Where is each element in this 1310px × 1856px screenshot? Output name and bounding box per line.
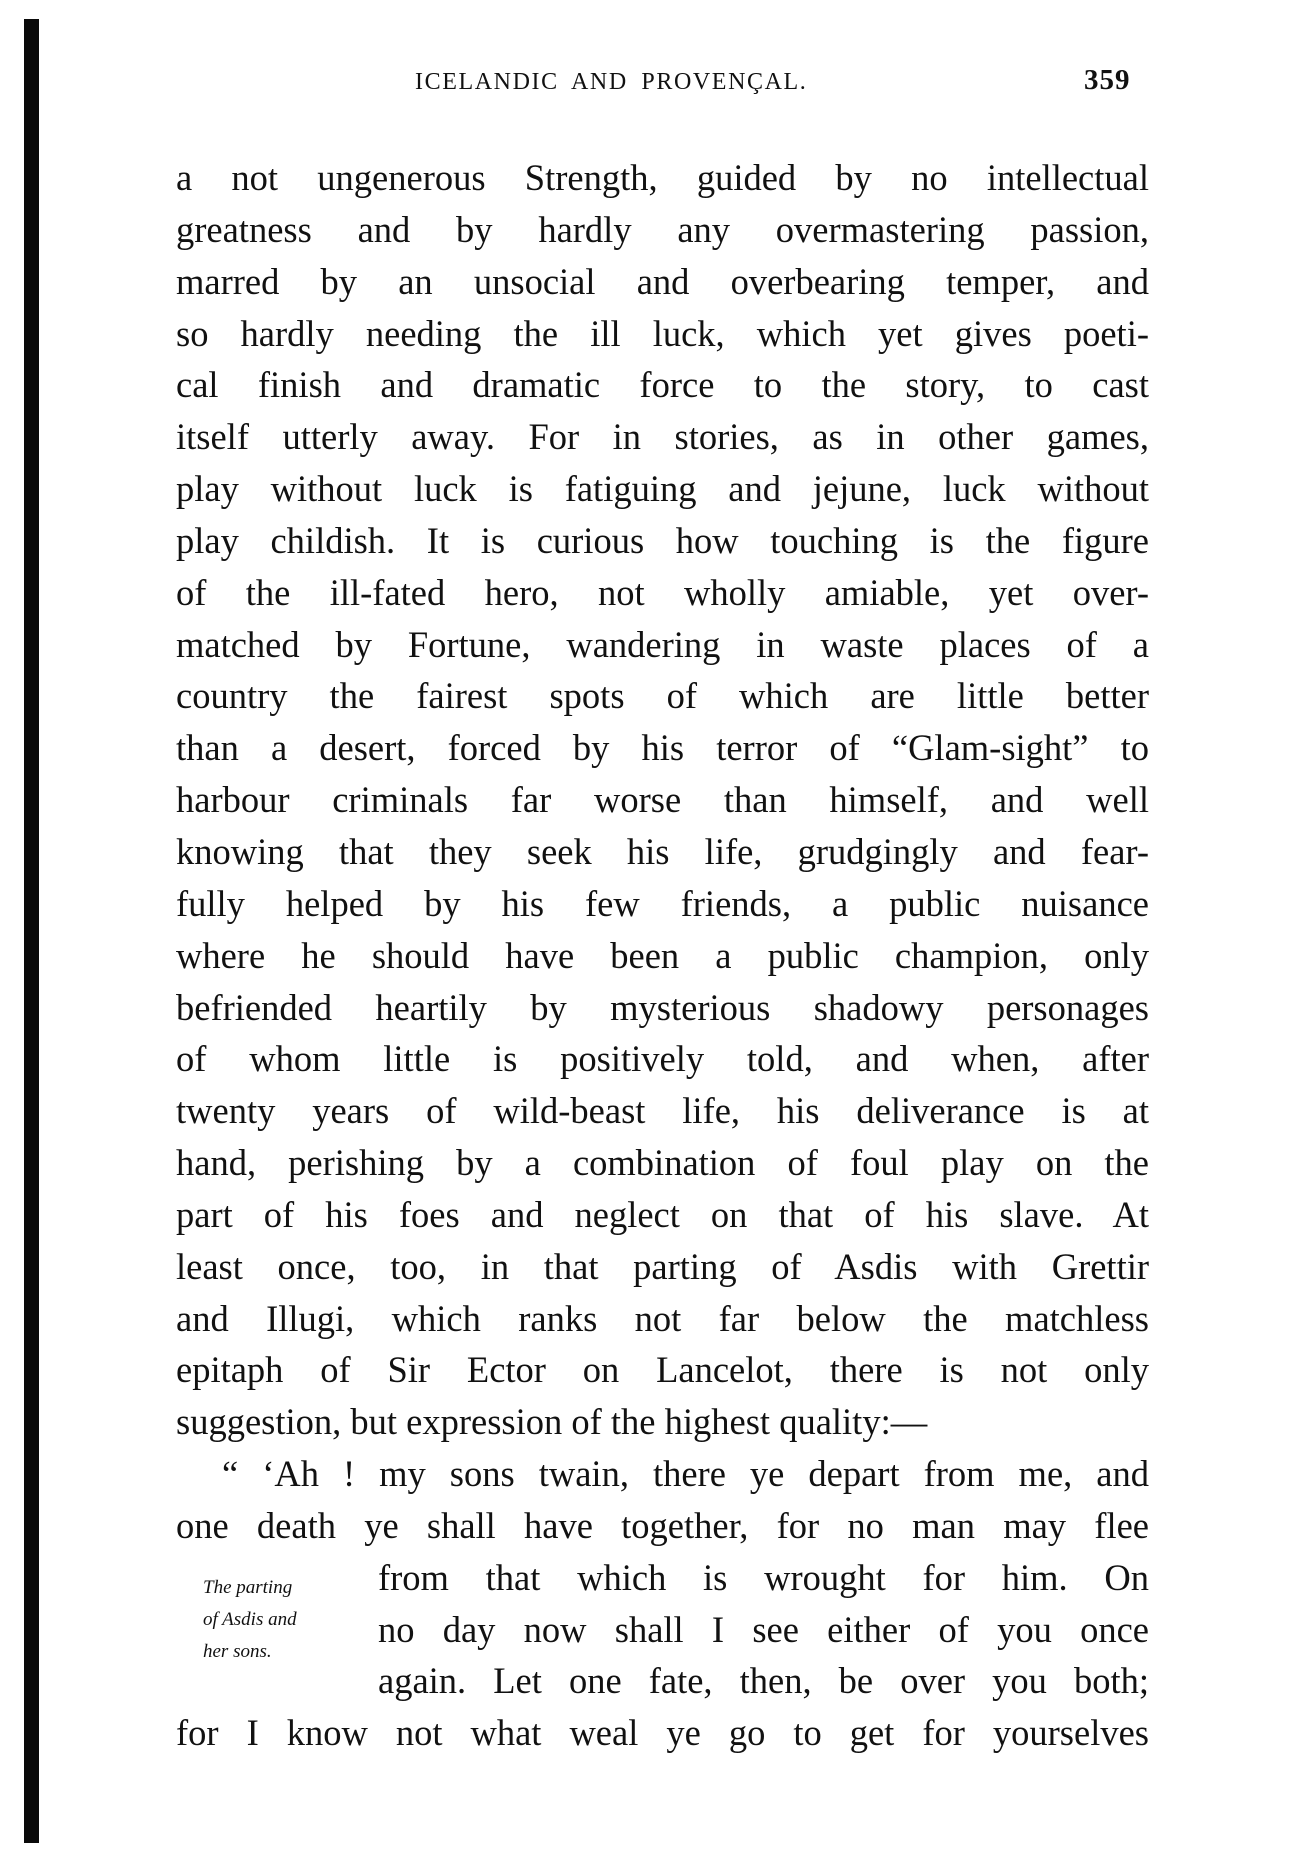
text-line: twenty years of wild-beast life, his deliverance is at: [176, 1090, 1149, 1132]
margin-note: [203, 1572, 353, 1668]
text-line: matched by Fortune, wandering in waste places of a: [176, 623, 1149, 665]
text-line: marred by an unsocial and overbearing temper, and: [176, 260, 1149, 302]
text-line: suggestion, but expression of the highest quality:—: [176, 1401, 928, 1443]
text-line: itself utterly away. For in stories, as in other games,: [176, 416, 1149, 458]
running-head: ICELANDIC AND PROVENÇAL.: [415, 69, 808, 95]
text-line: least once, too, in that parting of Asdis with Grettir: [176, 1245, 1149, 1287]
text-line: and Illugi, which ranks not far below the matchless: [176, 1297, 1149, 1339]
text-line: of the ill-fated hero, not wholly amiable, yet over-: [176, 571, 1149, 613]
text-line: country the fairest spots of which are little better: [176, 675, 1149, 717]
text-line: epitaph of Sir Ector on Lancelot, there is not only: [176, 1349, 1149, 1391]
text-line: of whom little is positively told, and when, after: [176, 1038, 1149, 1080]
text-line: so hardly needing the ill luck, which yet gives poeti-: [176, 312, 1149, 354]
text-line: a not ungenerous Strength, guided by no intellectual: [176, 157, 1149, 198]
page-number: 359: [1084, 64, 1131, 96]
quote-line: for I know not what weal ye go to get for yourselves: [176, 1712, 1149, 1754]
margin-note-line: The parting: [203, 1577, 293, 1598]
text-line: part of his foes and neglect on that of his slave. At: [176, 1193, 1149, 1235]
quote-line: again. Let one fate, then, be over you both;: [378, 1660, 1149, 1702]
text-line: play without luck is fatiguing and jejune, luck without: [176, 468, 1149, 510]
quote-line: “ ‘Ah ! my sons twain, there ye depart from me, and: [222, 1453, 1149, 1495]
quote-line: one death ye shall have together, for no man may flee: [176, 1504, 1149, 1546]
text-line: fully helped by his few friends, a public nuisance: [176, 882, 1149, 924]
page-gutter-shadow: [24, 19, 39, 1843]
quote-line: from that which is wrought for him. On: [378, 1556, 1149, 1598]
text-line: harbour criminals far worse than himself, and well: [176, 779, 1149, 821]
quote-line: no day now shall I see either of you once: [378, 1608, 1149, 1650]
text-line: greatness and by hardly any overmastering passion,: [176, 208, 1149, 250]
text-line: cal finish and dramatic force to the story, to cast: [176, 364, 1149, 406]
text-line: play childish. It is curious how touching is the figure: [176, 519, 1149, 561]
text-line: hand, perishing by a combination of foul play on the: [176, 1142, 1149, 1184]
margin-note-line: her sons.: [203, 1641, 272, 1662]
text-line: than a desert, forced by his terror of “Glam-sight” to: [176, 727, 1149, 769]
body-text: [176, 152, 1149, 1759]
text-line: befriended heartily by mysterious shadowy personages: [176, 986, 1149, 1028]
margin-note-line: of Asdis and: [203, 1609, 297, 1630]
text-line: knowing that they seek his life, grudgingly and fear-: [176, 830, 1149, 872]
text-line: where he should have been a public champion, only: [176, 934, 1149, 976]
